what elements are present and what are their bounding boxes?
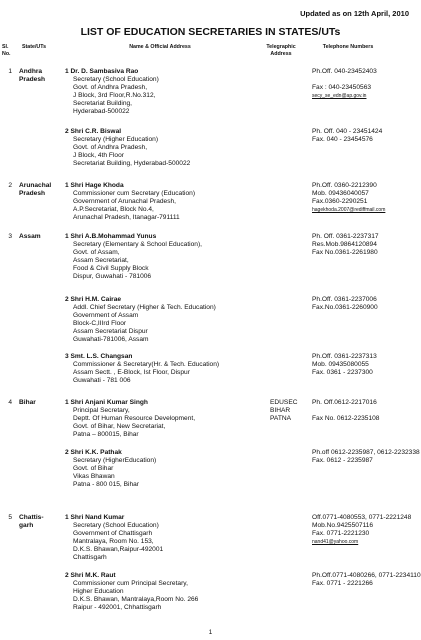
phone-line: Mob. 09435080055 [312, 360, 369, 368]
address-line: Chattisgarh [73, 553, 107, 561]
phone-line: Ph. Off.0612-2217016 [312, 399, 377, 406]
phone-line: Fax. 0771-2221230 [312, 529, 370, 537]
address-line: Food & Civil Supply Block [73, 264, 149, 272]
address-line: Guwahati-781006, Assam [73, 335, 149, 343]
address-line: Raipur - 492001, Chhattisgarh [73, 603, 162, 611]
address-line: Principal Secretary, [73, 406, 130, 414]
address-line: Commissioner cum Principal Secretary, [73, 579, 188, 587]
page-number: 1 [208, 629, 213, 636]
phone-line: Ph.Off. 0361-2237313 [312, 353, 377, 360]
phone-line: Mob. 09436040057 [312, 189, 369, 197]
phone-line: Ph. Off. 040 - 23451424 [312, 128, 383, 135]
officer-name: 1 Shri A.B.Mohammad Yunus [65, 233, 157, 240]
address-line: Govt. of Andhra Pradesh, [73, 83, 148, 91]
address-line: Government of Chattisgarh [73, 529, 153, 537]
serial-number: 4 [8, 399, 12, 406]
address-line: Govt. of Andhra Pradesh, [73, 143, 148, 151]
phone-line: Fax No.0361-2261980 [312, 248, 378, 256]
officer-name: 2 Shri H.M. Cairae [65, 296, 122, 303]
officer-name: 2 Shri K.K. Pathak [65, 449, 122, 456]
serial-number: 1 [8, 68, 12, 75]
address-line: D.K.S. Bhawan, Mantralaya,Room No. 266 [73, 595, 199, 603]
address-line: Commissioner cum Secretary (Education) [73, 189, 196, 197]
address-line: Secretary (School Education) [73, 75, 159, 83]
address-line: D.K.S. Bhawan,Raipur-492001 [73, 545, 164, 553]
address-line: Patna – 800015, Bihar [73, 430, 139, 438]
phone-line: Ph.off 0612-2235987, 0612-2232338 [312, 449, 420, 456]
officer-name: 1 Dr. D. Sambasiva Rao [65, 68, 139, 75]
address-line: Assam Secretariat, [73, 256, 129, 264]
phone-line: Fax.No.0361-2260900 [312, 303, 378, 311]
telegraphic-line: BIHAR [270, 406, 291, 414]
col-header-telegraphic: Telegraphic Address [266, 44, 296, 57]
state-name: garh [19, 521, 34, 529]
address-line: Hyderabad-500022 [73, 107, 130, 115]
address-line: Block-C,IIIrd Floor [73, 319, 127, 327]
phone-line: Fax No. 0612-2235108 [312, 414, 380, 422]
address-line: Assam Secretariat Dispur [73, 327, 148, 335]
col-header-sl: Sl. No. [2, 44, 11, 57]
address-line: Govt. of Bihar [73, 464, 114, 472]
serial-number: 3 [8, 233, 12, 240]
address-line: Assam Sectt. , E-Block, Ist Floor, Dispur [73, 368, 190, 376]
phone-line: Fax. 0612 - 2235987 [312, 456, 373, 464]
col-header-state: State/UTs [22, 44, 47, 50]
phone-line: Fax. 0771 - 2221266 [312, 579, 373, 587]
address-line: Government of Assam [73, 311, 139, 319]
officer-name: 1 Shri Nand Kumar [65, 514, 125, 521]
officer-name: 1 Shri Hage Khoda [65, 182, 124, 189]
state-name: Pradesh [19, 189, 46, 197]
address-line: Guwahati - 781 006 [73, 376, 131, 384]
page-title: LIST OF EDUCATION SECRETARIES IN STATES/UTs [80, 26, 341, 38]
state-name: Andhra [19, 68, 43, 75]
address-line: Deptt. Of Human Resource Development, [73, 414, 196, 422]
address-line: Secretary (HigherEducation) [73, 456, 157, 464]
address-line: Patna - 800 015, Bihar [73, 480, 139, 488]
phone-line: Res.Mob.9864120894 [312, 240, 377, 248]
address-line: Secretary (School Education) [73, 521, 159, 529]
address-line: Higher Education [73, 587, 124, 595]
phone-line: Fax. 0361 - 2237300 [312, 368, 373, 376]
phone-line: Mob.No.9425507116 [312, 521, 374, 529]
address-line: Secretary (Higher Education) [73, 135, 159, 143]
officer-name: 2 Shri C.R. Biswal [65, 128, 122, 135]
state-name: Bihar [19, 399, 36, 406]
col-header-telephone: Telephone Numbers [322, 44, 374, 50]
address-line: Vikas Bhawan [73, 472, 115, 480]
email-address: hagekhoda.2007@rediffmail.com [312, 206, 386, 213]
address-line: Govt. of Assam, [73, 248, 120, 256]
phone-line: Ph. Off. 0361-2237317 [312, 233, 379, 240]
telegraphic-line: EDUSEC [270, 399, 298, 406]
state-name: Pradesh [19, 75, 46, 83]
email-address: secy_se_edn@ap.gov.in [312, 92, 367, 99]
address-line: J Block, 3rd Floor,R.No.312, [73, 91, 156, 99]
address-line: J Block, 4th Floor [73, 151, 124, 159]
telegraphic-line: PATNA [270, 414, 292, 422]
phone-line: Off.0771-4080553, 0771-2221248 [312, 514, 412, 521]
phone-line: Ph.Off. 040-23452403 [312, 68, 377, 75]
phone-line: Fax : 040-23450563 [312, 83, 372, 91]
address-line: Addl. Chief Secretary (Higher & Tech. Education) [73, 303, 216, 311]
state-name: Chattis- [19, 514, 44, 521]
phone-line: Fax.0360-2290251 [312, 197, 368, 205]
address-line: A.P.Secretariat, Block No.4, [73, 205, 154, 213]
serial-number: 2 [8, 182, 12, 189]
address-line: Dispur, Guwahati - 781006 [73, 272, 152, 280]
phone-line: Ph.Off. 0361-2237006 [312, 296, 377, 303]
address-line: Arunachal Pradesh, Itanagar-791111 [73, 213, 180, 221]
state-name: Arunachal [19, 182, 52, 189]
phone-line: Ph.Off.0771-4080266, 0771-2234110 [312, 572, 421, 579]
email-address: nand41@yahoo.com [312, 538, 359, 545]
phone-line: Ph.Off. 0360-2212390 [312, 182, 377, 189]
phone-line: Fax. 040 - 23454576 [312, 135, 373, 143]
col-header-name: Name & Official Address [129, 44, 191, 50]
address-line: Commissioner & Secretary(Hr. & Tech. Education) [73, 360, 220, 368]
address-line: Government of Arunachal Pradesh, [73, 197, 176, 205]
address-line: Secretary (Elementary & School Education), [73, 240, 203, 248]
serial-number: 5 [8, 514, 12, 521]
officer-name: 1 Shri Anjani Kumar Singh [65, 399, 148, 406]
state-name: Assam [19, 233, 41, 240]
updated-date: Updated as on 12th April, 2010 [300, 9, 409, 18]
address-line: Secretariat Building, [73, 99, 133, 107]
officer-name: 2 Shri M.K. Raut [65, 572, 116, 579]
address-line: Mantralaya, Room No. 153, [73, 537, 154, 545]
address-line: Secretariat Building, Hyderabad-500022 [73, 159, 191, 167]
officer-name: 3 Smt. L.S. Changsan [65, 353, 133, 360]
address-line: Govt. of Bihar, New Secretariat, [73, 422, 166, 430]
